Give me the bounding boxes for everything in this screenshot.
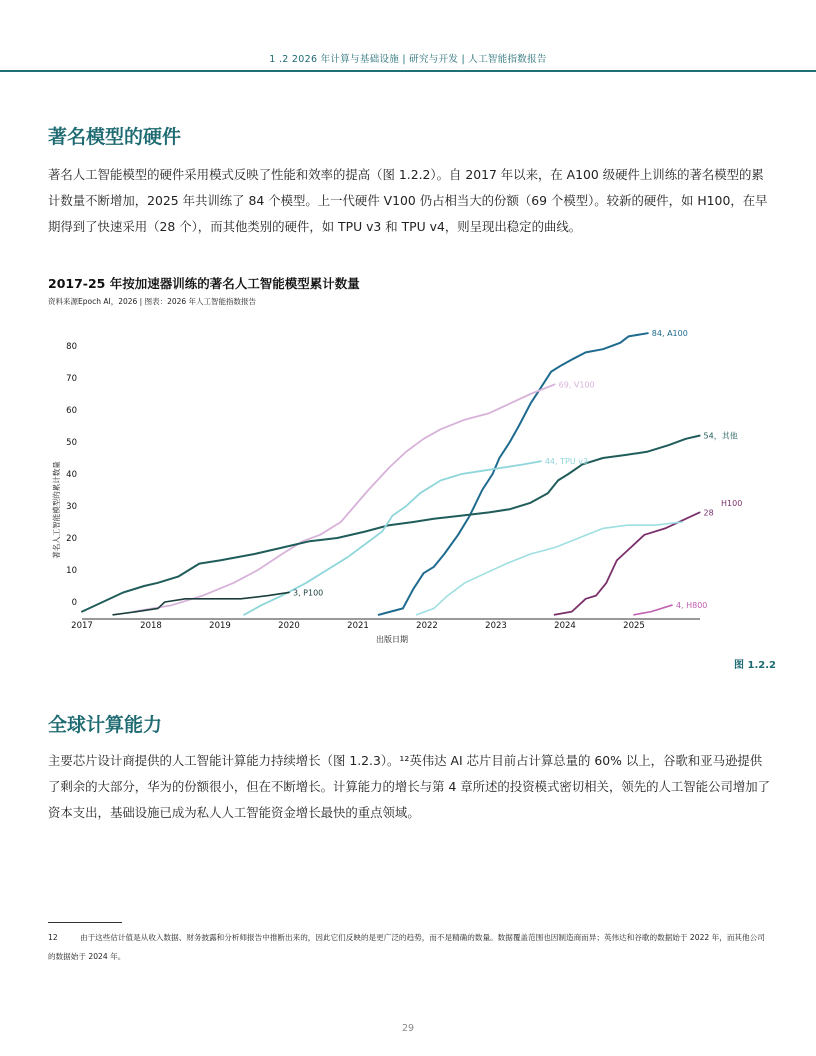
series-line-h800 bbox=[634, 605, 672, 615]
series-end-label: 3, P100 bbox=[293, 588, 324, 598]
x-tick-label: 2025 bbox=[623, 621, 645, 631]
series-end-label: 4, H800 bbox=[675, 601, 708, 611]
footnote-divider bbox=[48, 922, 122, 923]
series-line-h100 bbox=[555, 512, 700, 614]
x-tick-label: 2018 bbox=[140, 621, 162, 631]
series-end-label: 54，其他 bbox=[703, 431, 738, 441]
chart-source: 资料来源Epoch AI，2026 | 图表：2026 年人工智能指数报告 bbox=[48, 297, 257, 306]
y-tick-label: 30 bbox=[66, 502, 77, 512]
series-line-a100 bbox=[379, 333, 648, 615]
x-tick-label: 2020 bbox=[278, 621, 300, 631]
series-end-label: 69, V100 bbox=[558, 380, 595, 390]
footnote-number: 12 bbox=[48, 933, 58, 942]
series-end-label: 84, A100 bbox=[651, 329, 688, 339]
chart-title: 2017-25 年按加速器训练的著名人工智能模型累计数量 bbox=[48, 276, 360, 291]
x-tick-label: 2022 bbox=[416, 621, 438, 631]
x-tick-label: 2024 bbox=[554, 621, 576, 631]
section-title-compute: 全球计算能力 bbox=[48, 714, 163, 736]
y-tick-label: 0 bbox=[71, 598, 77, 608]
page-number: 29 bbox=[401, 1023, 415, 1034]
y-tick-label: 70 bbox=[66, 374, 77, 384]
series-end-label: 28 bbox=[703, 508, 714, 518]
section-paragraph-hardware: 著名人工智能模型的硬件采用模式反映了性能和效率的提高（图 1.2.2）。自 2017 年以来，在 A100 级硬件上训练的著名模型的累计数量不断增加，2025 年共训练了 84 个模型。上一代硬件 V100 仍占相当大的份额（69 个模型）。较新的硬件，如 H100，在早期得到了快速采用（28 个），而其他类别的硬件，如 TPU v3 和 TPU v4，则呈现出稳定的曲线。 bbox=[48, 167, 768, 234]
y-tick-label: 10 bbox=[66, 566, 77, 576]
y-tick-label: 60 bbox=[66, 406, 77, 416]
series-line-v100 bbox=[134, 384, 555, 611]
x-tick-label: 2021 bbox=[347, 621, 369, 631]
x-tick-label: 2019 bbox=[209, 621, 231, 631]
x-tick-label: 2023 bbox=[485, 621, 507, 631]
series-end-label: 44, TPU v3 bbox=[544, 457, 589, 467]
footnote-text: 由于这些估计值是从收入数据、财务披露和分析师报告中推断出来的，因此它们反映的是更广泛的趋势，而不是精确的数量。数据覆盖范围也因制造商而异；英伟达和谷歌的数据始于 2022 年，而其他公司的数据始于 2024 年。 bbox=[48, 933, 765, 961]
y-axis-title: 著名人工智能模型的累计数量 bbox=[52, 461, 61, 559]
figure-label: 图 1.2.2 bbox=[734, 660, 776, 671]
section-title-hardware: 著名模型的硬件 bbox=[48, 126, 182, 148]
y-tick-label: 40 bbox=[66, 470, 77, 480]
y-tick-label: 80 bbox=[66, 342, 77, 352]
x-tick-label: 2017 bbox=[71, 621, 93, 631]
section-paragraph-compute: 主要芯片设计商提供的人工智能计算能力持续增长（图 1.2.3）。¹²英伟达 AI 芯片目前占计算总量的 60% 以上，谷歌和亚马逊提供了剩余的大部分，华为的份额很小，但在不断增长。计算能力的增长与第 4 章所述的投资模式密切相关，领先的人工智能公司增加了资本支出，基础设施已成为私人人工智能资金增长最快的重点领域。 bbox=[48, 753, 771, 820]
series-line-其他 bbox=[82, 436, 700, 612]
y-tick-label: 50 bbox=[66, 438, 77, 448]
y-tick-label: 20 bbox=[66, 534, 77, 544]
x-axis-title: 出版日期 bbox=[376, 635, 408, 644]
chart-end-labels bbox=[293, 329, 742, 610]
chart-series bbox=[82, 333, 700, 615]
series-extra-label: H100 bbox=[721, 499, 743, 508]
header-breadcrumb: 1 .2 2026 年计算与基础设施 | 研究与开发 | 人工智能指数报告 bbox=[269, 54, 547, 65]
footnote bbox=[48, 928, 772, 966]
chart-axes bbox=[51, 342, 700, 644]
